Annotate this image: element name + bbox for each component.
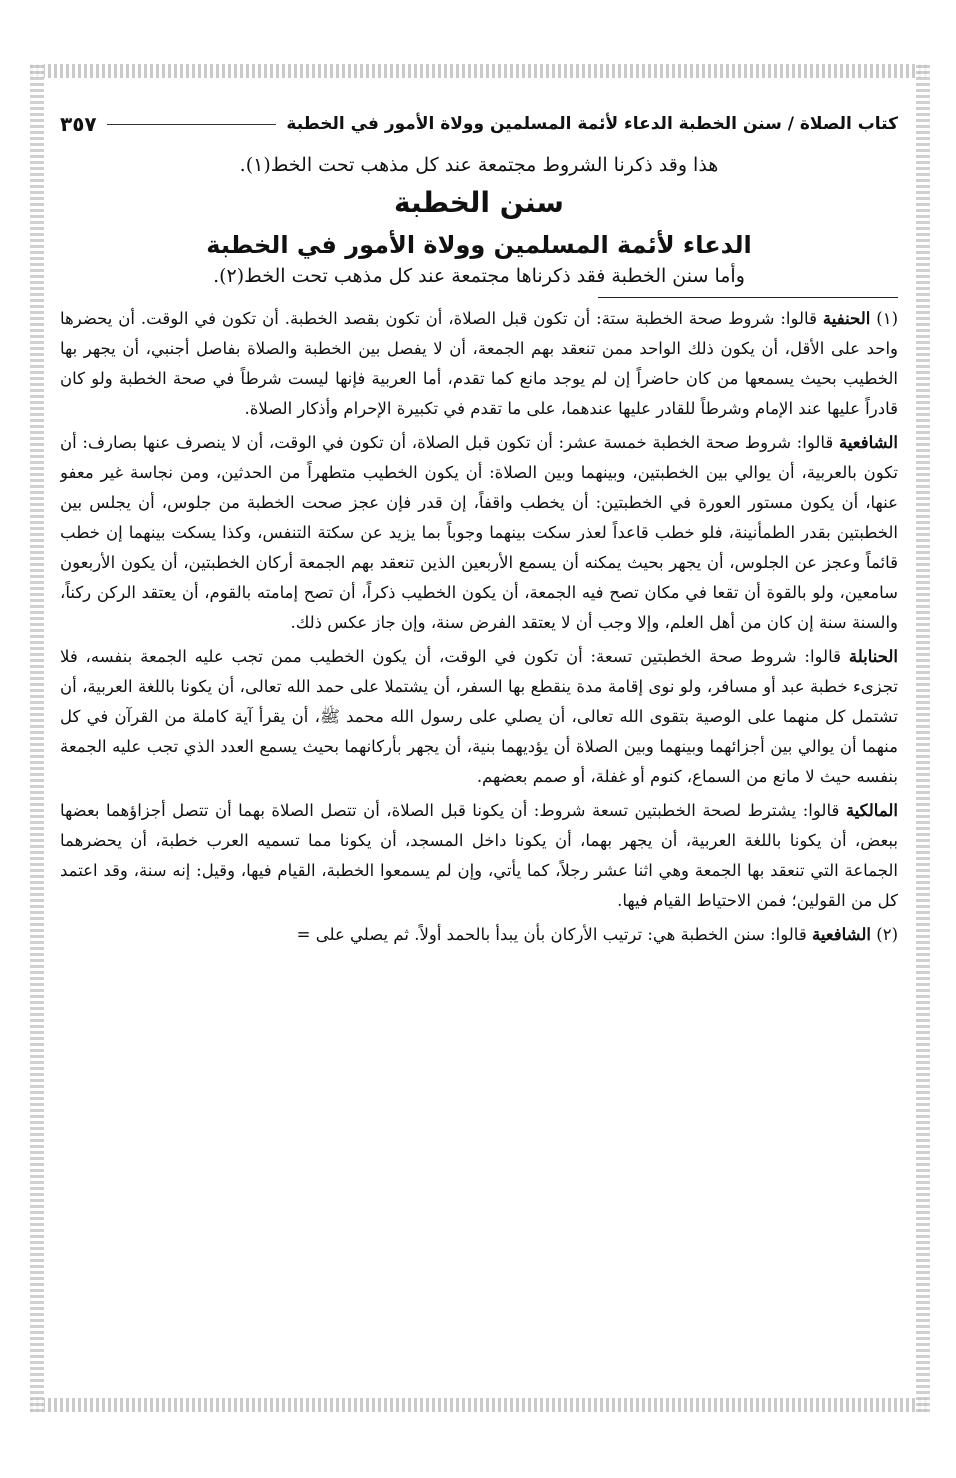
school-name: الشافعية bbox=[811, 925, 871, 944]
page-border-bottom bbox=[30, 1398, 930, 1412]
footnote-text: قالوا: شروط صحة الخطبتين تسعة: أن تكون في الوقت، أن يكون الخطيب ممن تجب عليه الجمعة بنفسه، فلا تجزىء خطبة عبد أو مسافر، ولو نوى إقامة مدة ينقطع بها السفر، أن يشتملا على حمد الله تعالى، أن يكونا باللغة العربية، أن تشتمل كل منهما على الوصية بتقوى الله تعالى، أن يصلي على رسول الله محمد ﷺ، أن يقرأ آية كاملة من القرآن في كل منهما أن يوالي بين أجزائهما وبينهما وبين الصلاة أن يؤديهما بنية، أن يجهر بأركانهما بحيث يسمع العدد الذي تجب عليه الجمعة بنفسه حيث لا مانع من السماع، كنوم أو غفلة، أو صمم بعضهم. bbox=[60, 647, 898, 786]
running-head-rule bbox=[107, 124, 277, 125]
section-title: سنن الخطبة bbox=[394, 186, 564, 219]
footnote-marker: (١) bbox=[876, 309, 898, 328]
footnotes bbox=[60, 304, 898, 950]
book-page bbox=[60, 110, 898, 1370]
footnote-maliki bbox=[60, 796, 898, 916]
sub-title: الدعاء لأئمة المسلمين وولاة الأمور في الخطبة bbox=[206, 231, 752, 259]
intro-line: هذا وقد ذكرنا الشروط مجتمعة عند كل مذهب تحت الخط(١). bbox=[239, 154, 719, 176]
footnote-shafii bbox=[60, 428, 898, 638]
page-number: ٣٥٧ bbox=[60, 112, 97, 136]
page-border-left bbox=[30, 64, 44, 1412]
footnote-shafii-sunan bbox=[60, 920, 898, 950]
school-name: الحنابلة bbox=[848, 647, 898, 666]
school-name: الحنفية bbox=[822, 309, 871, 328]
footnote-text: قالوا: يشترط لصحة الخطبتين تسعة شروط: أن يكونا قبل الصلاة، أن تتصل الصلاة بهما أن تتصل أجزاؤهما بعضها ببعض، أن يكونا باللغة العربية، أن يجهر بهما، أن يكونا داخل المسجد، أن يكونا مما تسميه العرب خطبة، أن يحضرهما الجماعة التي تنعقد بها الجمعة وهي اثنا عشر رجلاً، كما يأتي، وإن لم يسمعوا الخطبة، القيام فيها، وقيل: إنه سنة، وقد اعتمد كل من القولين؛ فمن الاحتياط القيام فيها. bbox=[60, 801, 898, 910]
school-name: الشافعية bbox=[838, 433, 898, 452]
school-name: المالكية bbox=[845, 801, 898, 820]
footnote-text: قالوا: سنن الخطبة هي: ترتيب الأركان بأن يبدأ بالحمد أولاً. ثم يصلي على = bbox=[296, 925, 807, 944]
footnote-rule bbox=[598, 297, 898, 298]
footnote-hanbali bbox=[60, 642, 898, 792]
page-border-top bbox=[30, 64, 930, 78]
footnote-marker: (٢) bbox=[876, 925, 898, 944]
page-border-right bbox=[916, 64, 930, 1412]
footnote-hanafi bbox=[60, 304, 898, 424]
footnote-text: قالوا: شروط صحة الخطبة خمسة عشر: أن تكون قبل الصلاة، أن تكون في الوقت، أن لا ينصرف عنها بصارف: أن تكون بالعربية، أن يوالي بين الخطبتين، وبينهما وبين الصلاة: أن يكون الخطيب متطهراً من الحدثين، ومن نجاسة غير معفو عنها، أن يكون مستور العورة في الخطبتين: أن يخطب واقفاً، إن قدر فإن عجز صحت الخطبة من جلوس، أن يجلس بين الخطبتين بقدر الطمأنينة، فلو خطب قاعداً لعذر سكت بينهما وجوباً بما يزيد عن سكتة التنفس، وكذا يسكت بينهما إن خطب قائماً وعجز عن الجلوس، أن يجهر بحيث يمكنه أن يسمع الأربعين الذين تنعقد بهم الجمعة أركان الخطبتين، أن يكون الأربعون سامعين، ولو بالقوة أن تقعا في مكان تصح فيه الجمعة، أن يكون الخطيب ذكراً، أن تصح إمامته بالقوم، أن يعتقد الركن ركناً، والسنة سنة إن كان من أهل العلم، وإلا وجب أن لا يعتقد الفرض سنة، وإن جاز عكس ذلك. bbox=[60, 433, 898, 632]
footnote-text: قالوا: شروط صحة الخطبة ستة: أن تكون قبل الصلاة، أن تكون بقصد الخطبة. أن تكون في الوقت. أن يحضرها واحد على الأقل، أن يكون ذلك الواحد ممن تنعقد بهم الجمعة، أن لا يفصل بين الخطبة والصلاة بفاصل أجنبي، أن يجهر بها الخطيب بحيث يسمعها من كان حاضراً إن لم يوجد مانع كما تقدم، أما العربية فإنها ليست شرطاً في صحة الخطبة ولو كان قادراً عليها عند الإمام وشرطاً للقادر عليها عندهما، على ما تقدم في تكبيرة الإحرام وأذكار الصلاة. bbox=[60, 309, 898, 418]
running-head bbox=[60, 110, 898, 138]
after-sub-line: وأما سنن الخطبة فقد ذكرناها مجتمعة عند كل مذهب تحت الخط(٢). bbox=[213, 265, 745, 287]
running-head-title: كتاب الصلاة / سنن الخطبة الدعاء لأئمة المسلمين وولاة الأمور في الخطبة bbox=[286, 114, 898, 134]
